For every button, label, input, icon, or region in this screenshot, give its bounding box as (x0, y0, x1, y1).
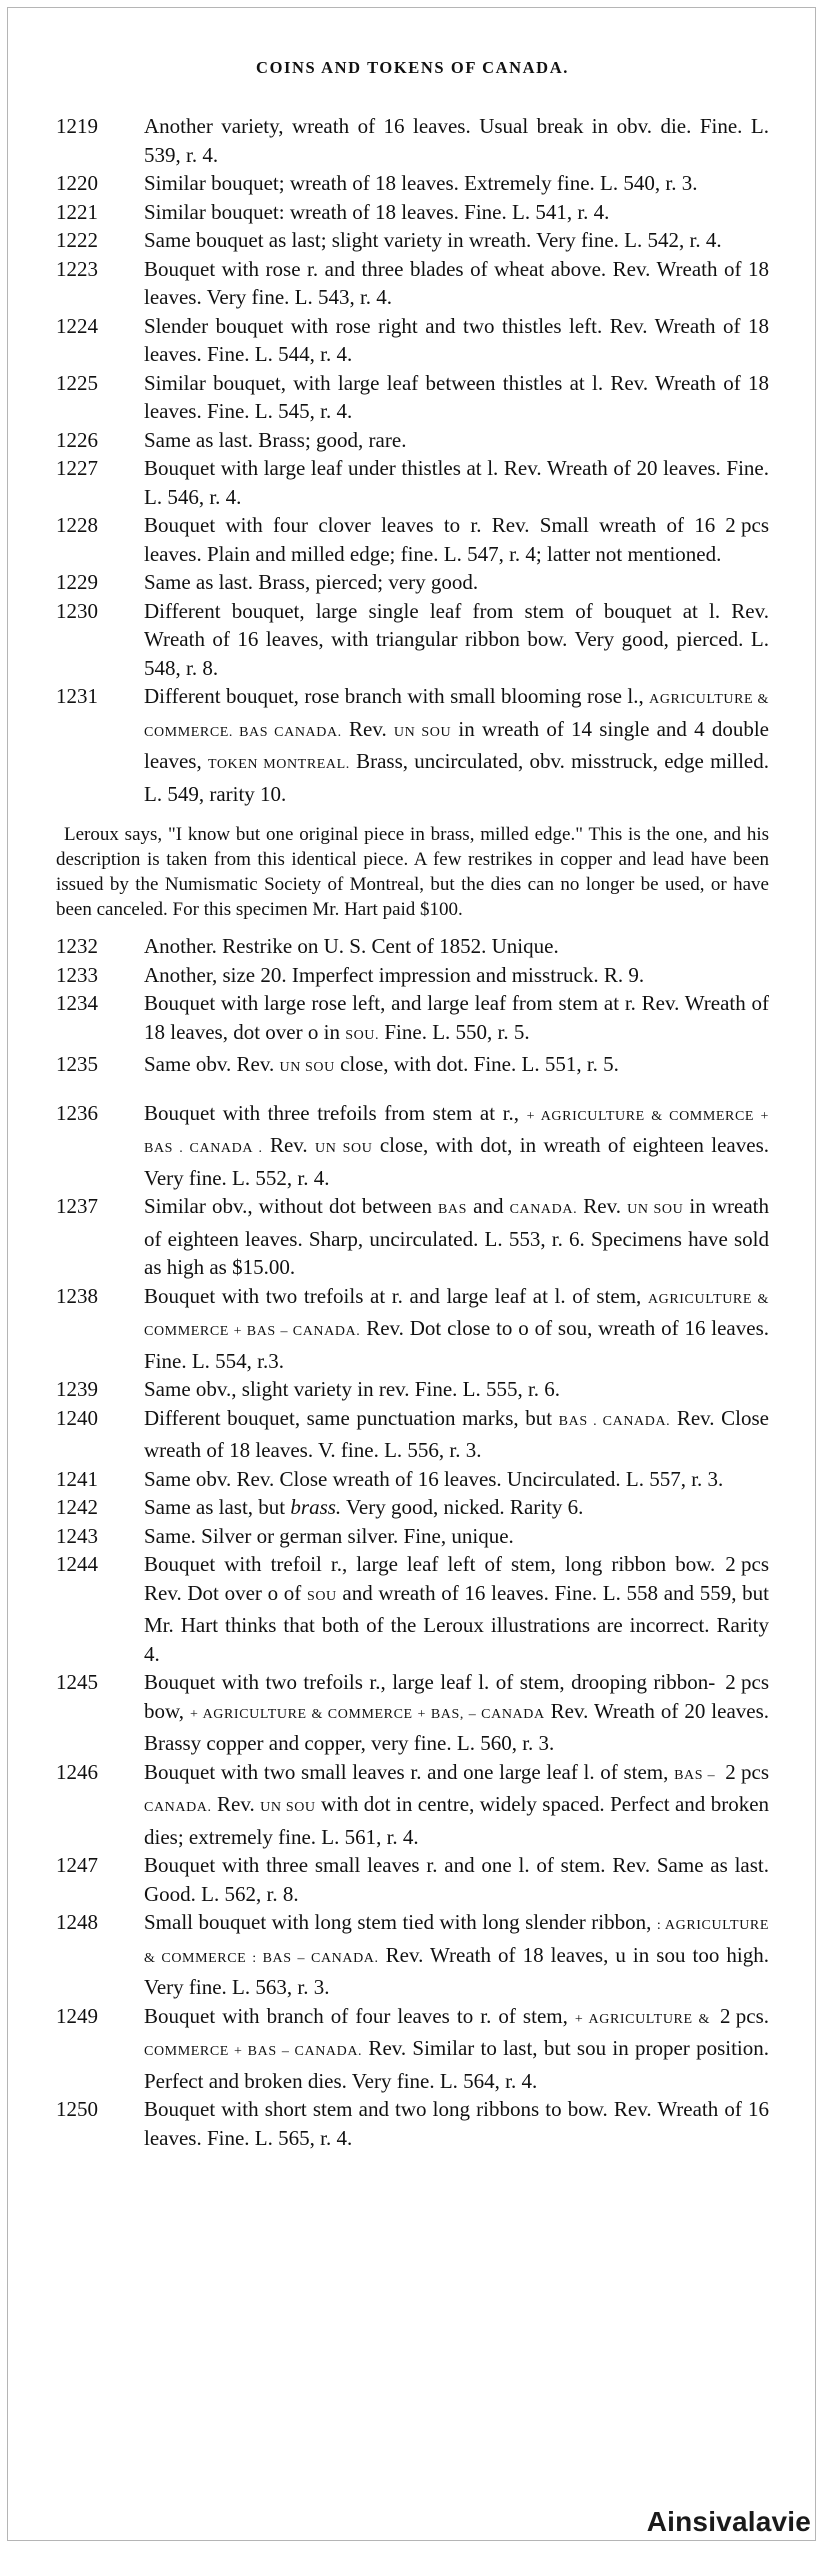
entry-number: 1238 (56, 1283, 98, 1308)
entry-number: 1226 (56, 427, 98, 452)
legend-text: AGRICULTURE & COMMERCE. BAS CANADA. (144, 692, 769, 740)
entry-text: in wreath of 14 single and 4 double leaves, (144, 716, 770, 773)
catalog-entry (56, 255, 769, 312)
entry-text: Same obv., slight variety in rev. Fine. L. 555, r. 6. (144, 1377, 561, 1401)
catalog-entry (56, 1192, 769, 1282)
entry-number: 1249 (56, 2003, 98, 2028)
catalog-entry (56, 1404, 769, 1465)
entry-text: in wreath of eighteen leaves. Sharp, uncirculated. L. 553, r. 6. Specimens have sold as high as $15.00. (144, 1194, 769, 1279)
legend-text: + AGRICULTURE & COMMERCE + BAS – CANADA. (144, 2011, 711, 2059)
entry-number: 1225 (56, 370, 98, 395)
entry-number: 1241 (56, 1466, 98, 1491)
entry-text: Bouquet with four clover leaves to r. Rev. Small wreath of 16 leaves. Plain and milled edge; fine. L. 547, r. 4; latter not mentioned. (144, 513, 722, 566)
entry-text: Similar bouquet; wreath of 18 leaves. Extremely fine. L. 540, r. 3. (144, 171, 698, 195)
entry-text: and (467, 1194, 510, 1218)
entry-text: close, with dot, in wreath of eighteen leaves. Very fine. L. 552, r. 4. (144, 1133, 769, 1190)
entry-number: 1233 (56, 962, 98, 987)
entry-text: Bouquet with large rose left, and large leaf from stem at r. Rev. Wreath of 18 leaves, dot over o in (144, 991, 769, 1044)
catalog-entry (56, 682, 769, 808)
legend-text: BAS – CANADA. (144, 1767, 716, 1815)
entry-number: 1230 (56, 598, 98, 623)
entry-number: 1234 (56, 991, 98, 1015)
entry-text: Slender bouquet with rose right and two thistles left. Rev. Wreath of 18 leaves. Fine. L. 544, r. 4. (144, 313, 769, 366)
entry-text: and wreath of 16 leaves. Fine. L. 558 and 559, but Mr. Hart thinks that both of the Leroux illustrations are incorrect. Rarity 4. (144, 1580, 769, 1666)
entry-text: Rev. Dot close to o of sou, wreath of 16 leaves. Fine. L. 554, r.3. (144, 1316, 769, 1373)
entry-text: Very good, nicked. Rarity 6. (341, 1495, 584, 1519)
entry-number: 1242 (56, 1495, 98, 1519)
entry-text: Rev. Wreath of 20 leaves. Brassy copper and copper, very fine. L. 560, r. 3. (144, 1698, 770, 1755)
entry-text: Similar obv., without dot between (144, 1194, 438, 1218)
entry-text: Small bouquet with long stem tied with long slender ribbon, (144, 1910, 657, 1934)
legend-text: : AGRICULTURE & COMMERCE : BAS – CANADA. (144, 1918, 769, 1966)
legend-text: TOKEN MONTREAL. (207, 757, 350, 772)
entry-text: Rev. (577, 1194, 628, 1218)
catalog-entry (56, 961, 769, 990)
catalog-entry (56, 932, 769, 961)
legend-text: UN SOU (279, 1060, 335, 1075)
entry-number: 1239 (56, 1377, 98, 1401)
entry-text: Same. Silver or german silver. Fine, unique. (144, 1523, 514, 1548)
catalog-entry (56, 169, 769, 198)
legend-text: AGRICULTURE & COMMERCE + BAS – CANADA. (144, 1291, 769, 1339)
entry-text: Brass, uncirculated, obv. misstruck, edge milled. L. 549, rarity 10. (144, 749, 769, 806)
catalog-entry (56, 989, 769, 1050)
entry-text: Rev. (262, 1133, 316, 1157)
entry-text: Same as last, but (144, 1495, 291, 1519)
entry-number: 1244 (56, 1552, 98, 1576)
entry-number: 1231 (56, 684, 98, 708)
piece-count: 2 pcs. (720, 2003, 769, 2028)
catalog-entry (56, 112, 769, 169)
entry-text: Bouquet with branch of four leaves to r. of stem, (144, 2003, 575, 2028)
entry-number: 1243 (56, 1523, 98, 1548)
entry-number: 1235 (56, 1052, 98, 1076)
emphasis-text: brass. (290, 1495, 342, 1519)
legend-text: + AGRICULTURE & COMMERCE + BAS . CANADA . (144, 1108, 769, 1156)
entry-text: Bouquet with trefoil r., large leaf left of stem, long ribbon bow. Rev. Dot over o of (144, 1552, 716, 1605)
entry-number: 1232 (56, 934, 98, 958)
catalog-entry (56, 597, 769, 683)
entry-number: 1221 (56, 199, 98, 224)
catalog-entry (56, 1851, 769, 1908)
entry-number: 1227 (56, 456, 98, 480)
entry-number: 1237 (56, 1194, 98, 1218)
entry-number: 1240 (56, 1405, 98, 1430)
legend-text: CANADA. (509, 1202, 578, 1217)
catalog-entry (56, 2095, 769, 2152)
entry-text: Another, size 20. Imperfect impression and misstruck. R. 9. (144, 962, 645, 987)
footnote-paragraph: Leroux says, "I know but one original piece in brass, milled edge." This is the one, and his description is taken from this identical piece. A few restrikes in copper and lead have been issued by the Numismatic Society of Montreal, but the dies can no longer be used, or have been canceled. For this specimen Mr. Hart paid $100. (56, 824, 769, 920)
entry-text: Same bouquet as last; slight variety in wreath. Very fine. L. 542, r. 4. (144, 228, 722, 252)
entry-number: 1219 (56, 114, 98, 138)
entry-text: Another variety, wreath of 16 leaves. Usual break in obv. die. Fine. L. 539, r. 4. (144, 114, 769, 167)
entry-text: Same obv. Rev. Close wreath of 16 leaves. Uncirculated. L. 557, r. 3. (144, 1466, 724, 1491)
piece-count: 2 pcs (725, 1670, 769, 1694)
entry-text: Bouquet with three small leaves r. and one l. of stem. Rev. Same as last. Good. L. 562, r. 8. (144, 1853, 769, 1906)
catalog-entry (56, 1465, 769, 1494)
legend-text: UN SOU (315, 1141, 373, 1156)
piece-count: 2 pcs (725, 1552, 769, 1576)
entry-text: Similar bouquet: wreath of 18 leaves. Fine. L. 541, r. 4. (144, 199, 610, 224)
entry-number: 1245 (56, 1670, 98, 1694)
legend-text: SOU. (345, 1027, 380, 1043)
catalog-entry (56, 1282, 769, 1376)
entry-text: Rev. (211, 1792, 261, 1816)
piece-count: 2 pcs (725, 513, 769, 537)
legend-text: BAS (437, 1202, 468, 1217)
entry-text: Bouquet with three trefoils from stem at r., (144, 1100, 527, 1125)
entry-text: Similar bouquet, with large leaf between thistles at l. Rev. Wreath of 18 leaves. Fine. L. 545, r. 4. (144, 370, 769, 423)
catalog-entry (56, 369, 769, 426)
watermark: Ainsivalavie (646, 2506, 811, 2537)
catalog-entry (56, 454, 769, 511)
entry-text: Bouquet with rose r. and three blades of wheat above. Rev. Wreath of 18 leaves. Very fine. L. 543, r. 4. (144, 256, 769, 309)
catalog-entry (56, 1375, 769, 1404)
entry-text: Same obv. Rev. (144, 1052, 280, 1076)
entry-number: 1220 (56, 171, 98, 195)
entry-text: Rev. Similar to last, but sou in proper position. Perfect and broken dies. Very fine. L. 564, r. 4. (144, 2036, 769, 2093)
entry-number: 1246 (56, 1759, 98, 1784)
catalog-entries (56, 112, 769, 2152)
legend-text: BAS . CANADA. (558, 1413, 671, 1429)
catalog-entry (56, 568, 769, 597)
legend-text: UN SOU (627, 1202, 684, 1217)
catalog-entry (56, 1099, 769, 1193)
entry-text: Rev. Wreath of 18 leaves, u in sou too high. Very fine. L. 563, r. 3. (144, 1942, 769, 1999)
entry-text: Different bouquet, large single leaf from stem of bouquet at l. Rev. Wreath of 16 leaves, with triangular ribbon bow. Very good, pierced. L. 548, r. 8. (144, 598, 769, 680)
catalog-entry (56, 1908, 769, 2002)
legend-text: SOU (306, 1588, 337, 1604)
catalog-entry (56, 1522, 769, 1551)
entry-number: 1236 (56, 1100, 98, 1125)
legend-text: UN SOU (260, 1800, 316, 1815)
entry-number: 1229 (56, 570, 98, 594)
entry-text: Different bouquet, rose branch with small blooming rose l., (144, 684, 650, 708)
catalog-entry (56, 2002, 769, 2096)
entry-number: 1222 (56, 228, 98, 252)
entry-text: Another. Restrike on U. S. Cent of 1852. Unique. (144, 934, 559, 958)
catalog-entry (56, 426, 769, 455)
entry-text: Same as last. Brass; good, rare. (144, 427, 407, 452)
catalog-entry (56, 1550, 769, 1668)
entry-number: 1228 (56, 513, 98, 537)
entry-text: Rev. Close wreath of 18 leaves. V. fine. L. 556, r. 3. (144, 1405, 769, 1462)
legend-text: + AGRICULTURE & COMMERCE + BAS, – CANADA (190, 1706, 545, 1722)
entry-text: Rev. (341, 716, 394, 741)
entry-text: Bouquet with two trefoils at r. and large leaf at l. of stem, (144, 1283, 648, 1308)
entry-number: 1224 (56, 313, 98, 338)
piece-count: 2 pcs (725, 1759, 769, 1784)
entry-number: 1247 (56, 1853, 98, 1877)
catalog-entry (56, 1668, 769, 1758)
entry-number: 1248 (56, 1910, 98, 1934)
catalog-entry (56, 226, 769, 255)
catalog-entry (56, 1758, 769, 1852)
catalog-entry (56, 511, 769, 568)
page-title: COINS AND TOKENS OF CANADA. (256, 58, 569, 77)
entry-text: Fine. L. 550, r. 5. (379, 1019, 530, 1044)
catalog-entry (56, 312, 769, 369)
entry-text: Bouquet with large leaf under thistles at l. Rev. Wreath of 20 leaves. Fine. L. 546, r. 4. (144, 456, 769, 509)
legend-text: UN SOU (393, 724, 452, 740)
entry-text: close, with dot. Fine. L. 551, r. 5. (334, 1052, 619, 1076)
entry-number: 1223 (56, 256, 98, 281)
entry-text: Bouquet with two trefoils r., large leaf l. of stem, drooping ribbon-bow, (144, 1670, 716, 1723)
entry-text: Different bouquet, same punctuation marks, but (144, 1405, 559, 1430)
entry-text: Bouquet with two small leaves r. and one large leaf l. of stem, (144, 1759, 675, 1784)
catalog-entry (56, 198, 769, 227)
entry-number: 1250 (56, 2097, 98, 2121)
entry-text: Same as last. Brass, pierced; very good. (144, 570, 479, 594)
catalog-entry (56, 1493, 769, 1522)
catalog-entry (56, 1050, 769, 1083)
entry-text: with dot in centre, widely spaced. Perfect and broken dies; extremely fine. L. 561, r. 4. (144, 1792, 770, 1849)
entry-text: Bouquet with short stem and two long ribbons to bow. Rev. Wreath of 16 leaves. Fine. L. 565, r. 4. (144, 2097, 769, 2150)
